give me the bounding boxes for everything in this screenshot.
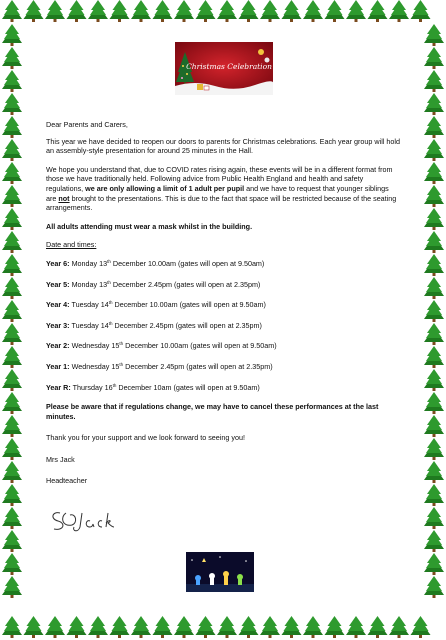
christmas-tree-icon xyxy=(2,208,22,230)
christmas-tree-icon xyxy=(2,116,22,138)
christmas-tree-icon xyxy=(424,553,444,575)
christmas-tree-icon xyxy=(88,616,108,638)
christmas-tree-icon xyxy=(424,576,444,598)
christmas-tree-icon xyxy=(424,530,444,552)
christmas-tree-icon xyxy=(368,0,388,22)
christmas-tree-icon xyxy=(260,0,280,22)
christmas-tree-icon xyxy=(2,231,22,253)
christmas-tree-icon xyxy=(303,0,323,22)
schedule-item: Year 5: Monday 13th December 2.45pm (gates will open at 2.35pm) xyxy=(46,279,261,289)
christmas-tree-icon xyxy=(239,616,259,638)
christmas-tree-icon xyxy=(2,438,22,460)
christmas-tree-icon xyxy=(2,162,22,184)
christmas-tree-icon xyxy=(131,0,151,22)
christmas-tree-icon xyxy=(217,616,237,638)
christmas-tree-icon xyxy=(174,616,194,638)
covid-paragraph: We hope you understand that, due to COVID rates rising again, these events will be in a different format from those we have traditionally held. Following advice from Public Health England and health and safety regulations, we are only allowing a limit of 1 adult per pupil and we have to request that younger siblings are not brought to the presentations. This is due to the fact that space will be restricted because of the seating arrangements. xyxy=(46,164,397,213)
christmas-tree-icon xyxy=(110,0,130,22)
schedule-list xyxy=(46,259,400,392)
christmas-tree-icon xyxy=(424,415,444,437)
christmas-tree-icon xyxy=(282,616,302,638)
christmas-tree-icon xyxy=(424,277,444,299)
christmas-tree-icon xyxy=(217,0,237,22)
schedule-item: Year 2: Wednesday 15th December 10.00am (gates will open at 9.50am) xyxy=(46,341,277,351)
christmas-tree-icon xyxy=(424,323,444,345)
christmas-tree-icon xyxy=(424,461,444,483)
christmas-tree-icon xyxy=(196,0,216,22)
christmas-tree-icon xyxy=(424,438,444,460)
christmas-tree-icon xyxy=(45,616,65,638)
christmas-celebration-banner xyxy=(175,42,273,95)
christmas-tree-icon xyxy=(24,616,44,638)
christmas-tree-icon xyxy=(303,616,323,638)
thanks-line: Thank you for your support and we look forward to seeing you! xyxy=(46,433,245,443)
christmas-tree-icon xyxy=(389,0,409,22)
christmas-tree-icon xyxy=(424,254,444,276)
christmas-tree-icon xyxy=(153,0,173,22)
christmas-tree-icon xyxy=(424,231,444,253)
christmas-tree-icon xyxy=(2,484,22,506)
christmas-tree-icon xyxy=(67,0,87,22)
christmas-tree-icon xyxy=(282,0,302,22)
christmas-tree-icon xyxy=(239,0,259,22)
schedule-item: Year 4: Tuesday 14th December 10.00am (gates will open at 9.50am) xyxy=(46,300,266,310)
letter-body xyxy=(46,120,400,486)
christmas-tree-icon xyxy=(153,616,173,638)
christmas-tree-icon xyxy=(2,616,22,638)
christmas-tree-icon xyxy=(131,616,151,638)
schedule-item: Year 6: Monday 13th December 10.00am (gates will open at 9.50am) xyxy=(46,258,265,268)
christmas-tree-icon xyxy=(325,616,345,638)
christmas-tree-icon xyxy=(2,277,22,299)
schedule-item: Year 3: Tuesday 14th December 2.45pm (gates will open at 2.35pm) xyxy=(46,320,262,330)
christmas-tree-icon xyxy=(424,484,444,506)
nativity-lights-image xyxy=(186,552,254,592)
christmas-tree-icon xyxy=(368,616,388,638)
christmas-tree-icon xyxy=(424,24,444,46)
christmas-tree-icon xyxy=(2,392,22,414)
christmas-tree-icon xyxy=(45,0,65,22)
christmas-tree-icon xyxy=(411,616,431,638)
signatory-name: Mrs Jack xyxy=(46,454,75,464)
christmas-tree-icon xyxy=(424,70,444,92)
christmas-tree-icon xyxy=(2,47,22,69)
schedule-item: Year 1: Wednesday 15th December 2.45pm (gates will open at 2.35pm) xyxy=(46,361,273,371)
christmas-tree-icon xyxy=(424,507,444,529)
christmas-tree-icon xyxy=(346,0,366,22)
christmas-tree-icon xyxy=(88,0,108,22)
christmas-tree-icon xyxy=(346,616,366,638)
christmas-tree-icon xyxy=(2,369,22,391)
christmas-tree-icon xyxy=(2,254,22,276)
christmas-tree-icon xyxy=(2,0,22,22)
christmas-tree-icon xyxy=(67,616,87,638)
schedule-item: Year R: Thursday 16th December 10am (gates will open at 9.50am) xyxy=(46,382,260,392)
christmas-tree-icon xyxy=(2,553,22,575)
christmas-tree-icon xyxy=(411,0,431,22)
christmas-tree-icon xyxy=(424,346,444,368)
christmas-tree-icon xyxy=(424,185,444,207)
christmas-tree-icon xyxy=(424,47,444,69)
christmas-tree-icon xyxy=(2,323,22,345)
christmas-tree-icon xyxy=(2,139,22,161)
christmas-tree-icon xyxy=(424,139,444,161)
christmas-tree-icon xyxy=(2,507,22,529)
christmas-tree-icon xyxy=(2,24,22,46)
christmas-tree-icon xyxy=(196,616,216,638)
christmas-tree-icon xyxy=(2,93,22,115)
dates-heading: Date and times: xyxy=(46,240,97,250)
banner-title: Christmas Celebration xyxy=(186,62,272,71)
christmas-tree-icon xyxy=(24,0,44,22)
christmas-tree-icon xyxy=(424,208,444,230)
christmas-tree-icon xyxy=(2,576,22,598)
christmas-tree-icon xyxy=(2,530,22,552)
christmas-tree-icon xyxy=(2,185,22,207)
christmas-tree-icon xyxy=(2,300,22,322)
christmas-tree-icon xyxy=(2,346,22,368)
christmas-tree-icon xyxy=(424,116,444,138)
signatory-role: Headteacher xyxy=(46,476,88,486)
signature-image xyxy=(46,507,122,535)
christmas-tree-icon xyxy=(424,162,444,184)
christmas-tree-icon xyxy=(2,415,22,437)
christmas-tree-icon xyxy=(260,616,280,638)
christmas-tree-icon xyxy=(2,70,22,92)
christmas-tree-icon xyxy=(424,369,444,391)
christmas-tree-icon xyxy=(325,0,345,22)
christmas-tree-icon xyxy=(174,0,194,22)
christmas-tree-icon xyxy=(424,93,444,115)
christmas-tree-icon xyxy=(2,461,22,483)
christmas-tree-icon xyxy=(110,616,130,638)
christmas-tree-icon xyxy=(389,616,409,638)
intro-paragraph: This year we have decided to reopen our doors to parents for Christmas celebrations. Each year group will hold an assembly-style presentation for around 25 minutes in the Hall. xyxy=(46,136,400,156)
greeting: Dear Parents and Carers, xyxy=(46,120,128,129)
christmas-tree-icon xyxy=(424,392,444,414)
mask-notice: All adults attending must wear a mask whilst in the building. xyxy=(46,221,253,231)
christmas-tree-icon xyxy=(424,300,444,322)
regulations-notice: Please be aware that if regulations change, we may have to cancel these performances at the last minutes. xyxy=(46,402,379,421)
